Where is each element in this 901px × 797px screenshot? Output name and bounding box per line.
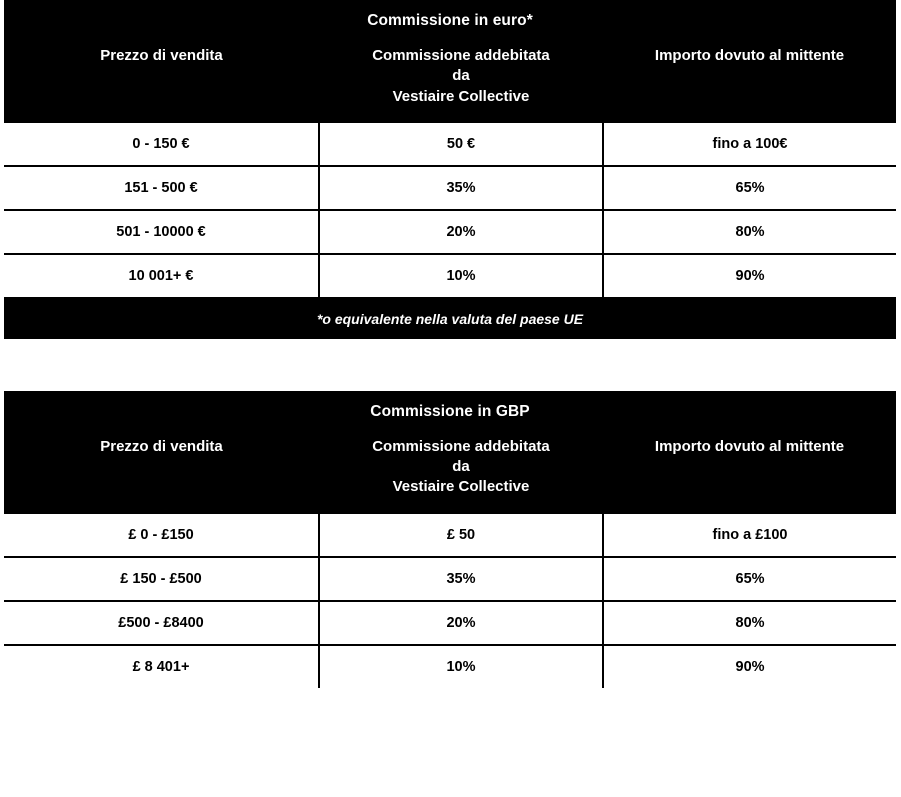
cell-commissione: 20% — [319, 601, 603, 645]
cell-importo: fino a £100 — [603, 514, 896, 557]
column-header-commissione — [319, 431, 603, 514]
cell-importo: 65% — [603, 557, 896, 601]
cell-prezzo: £ 150 - £500 — [4, 557, 319, 601]
cell-commissione: 50 € — [319, 123, 603, 166]
table-row — [4, 254, 896, 298]
cell-prezzo: £ 8 401+ — [4, 645, 319, 688]
cell-prezzo: 0 - 150 € — [4, 123, 319, 166]
table-caption: Commissione in GBP — [4, 391, 896, 431]
cell-commissione: £ 50 — [319, 514, 603, 557]
cell-commissione: 20% — [319, 210, 603, 254]
cell-prezzo: 501 - 10000 € — [4, 210, 319, 254]
column-header-importo: Importo dovuto al mittente — [603, 40, 896, 123]
table-row — [4, 123, 896, 166]
table-footnote-row — [4, 298, 896, 339]
table-row — [4, 557, 896, 601]
column-header-prezzo: Prezzo di vendita — [4, 40, 319, 123]
table-caption-row — [4, 0, 896, 40]
gbp-commission-table — [4, 391, 896, 688]
cell-importo: 65% — [603, 166, 896, 210]
column-header-prezzo: Prezzo di vendita — [4, 431, 319, 514]
cell-prezzo: £500 - £8400 — [4, 601, 319, 645]
cell-importo: 80% — [603, 210, 896, 254]
cell-commissione: 10% — [319, 645, 603, 688]
table-row — [4, 645, 896, 688]
table-footnote: *o equivalente nella valuta del paese UE — [4, 298, 896, 339]
cell-commissione: 35% — [319, 557, 603, 601]
table-row — [4, 601, 896, 645]
table-separator — [0, 339, 901, 365]
table-header-row — [4, 431, 896, 514]
cell-importo: 90% — [603, 645, 896, 688]
column-header-commissione — [319, 40, 603, 123]
table-caption-row — [4, 391, 896, 431]
cell-commissione: 35% — [319, 166, 603, 210]
column-header-commissione-line3: Vestiaire Collective — [392, 87, 530, 105]
column-header-commissione-line3: Vestiaire Collective — [392, 478, 530, 496]
column-header-importo: Importo dovuto al mittente — [603, 431, 896, 514]
column-header-commissione-line1: Commissione addebitata — [372, 47, 550, 64]
cell-importo: 80% — [603, 601, 896, 645]
column-header-commissione-line2: da — [452, 458, 470, 475]
column-header-commissione-line2: da — [452, 67, 470, 85]
table-row — [4, 166, 896, 210]
cell-commissione: 10% — [319, 254, 603, 298]
table-row — [4, 514, 896, 557]
column-header-commissione-line1: Commissione addebitata — [372, 437, 550, 455]
table-caption: Commissione in euro* — [4, 0, 896, 40]
table-header-row — [4, 40, 896, 123]
cell-importo: fino a 100€ — [603, 123, 896, 166]
cell-prezzo: £ 0 - £150 — [4, 514, 319, 557]
cell-importo: 90% — [603, 254, 896, 298]
table-row — [4, 210, 896, 254]
cell-prezzo: 151 - 500 € — [4, 166, 319, 210]
euro-commission-table — [4, 0, 896, 339]
cell-prezzo: 10 001+ € — [4, 254, 319, 298]
